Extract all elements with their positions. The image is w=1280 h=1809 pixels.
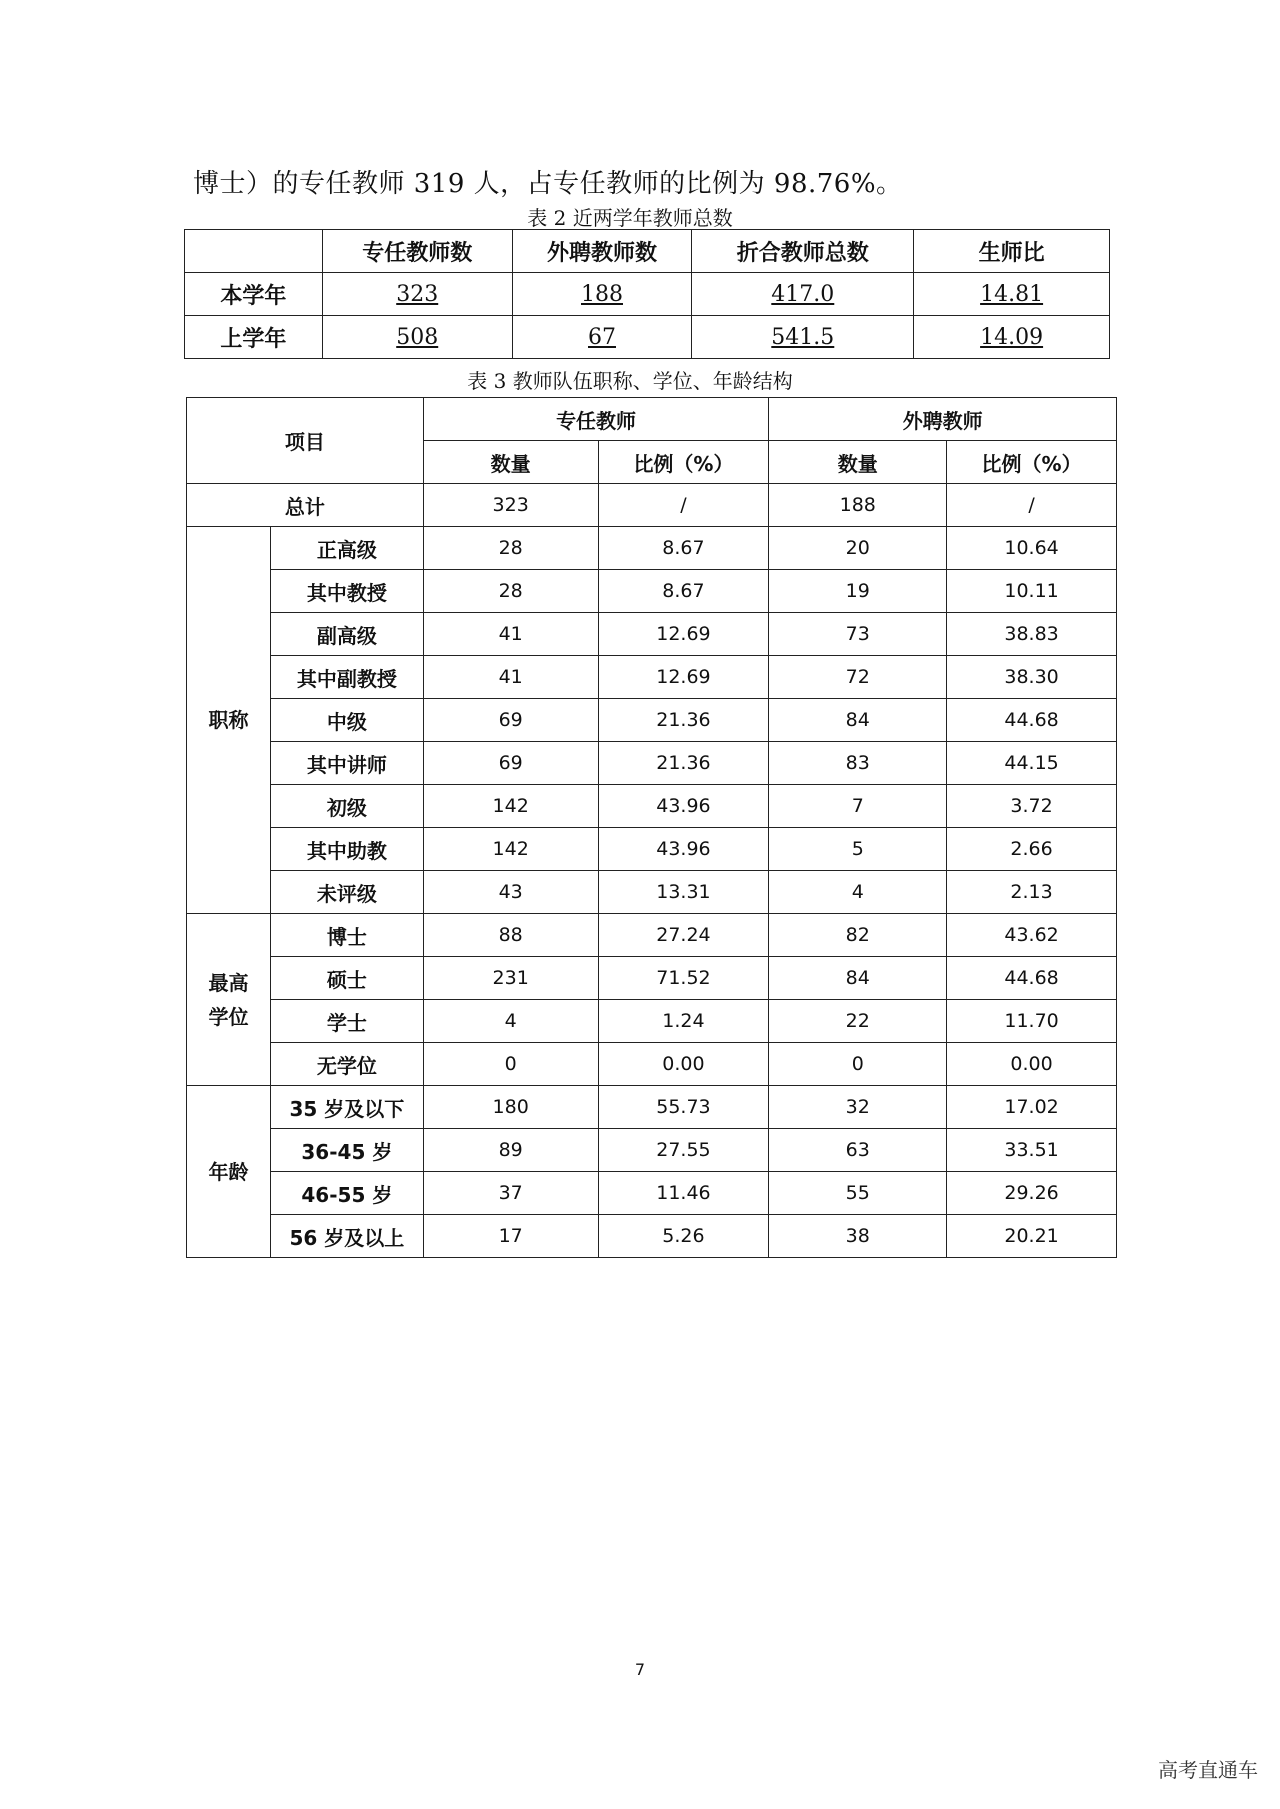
table-cell: 43	[423, 871, 598, 914]
table-cell: 71.52	[598, 957, 769, 1000]
table-cell: 22	[769, 1000, 947, 1043]
table-row	[187, 1215, 1117, 1258]
table-cell: 0.00	[947, 1043, 1117, 1086]
table-cell: 19	[769, 570, 947, 613]
table-cell: 142	[423, 785, 598, 828]
table-cell: 44.15	[947, 742, 1117, 785]
table-row	[187, 1172, 1117, 1215]
table-cell: 84	[769, 957, 947, 1000]
table3-caption: 表 3 教师队伍职称、学位、年龄结构	[467, 369, 793, 393]
table-cell: 33.51	[947, 1129, 1117, 1172]
table-row	[187, 699, 1117, 742]
table-cell: 14.81	[914, 273, 1110, 316]
table-row	[187, 570, 1117, 613]
table2-header-row	[185, 230, 1110, 273]
table-row	[187, 1043, 1117, 1086]
row-label: 36-45 岁	[270, 1129, 423, 1172]
table-cell: 38.30	[947, 656, 1117, 699]
total-label: 总计	[187, 484, 424, 527]
table2-caption: 表 2 近两学年教师总数	[527, 206, 733, 230]
table-cell: 188	[512, 273, 692, 316]
table-row	[185, 273, 1110, 316]
row-label: 正高级	[270, 527, 423, 570]
table-cell: 5.26	[598, 1215, 769, 1258]
table-cell: 32	[769, 1086, 947, 1129]
row-label: 上学年	[185, 316, 323, 359]
table-cell: 4	[769, 871, 947, 914]
table3-body	[187, 527, 1117, 1258]
table-row	[187, 914, 1117, 957]
table-row	[187, 656, 1117, 699]
table-cell: 13.31	[598, 871, 769, 914]
table-cell: 323	[423, 484, 598, 527]
table-row	[187, 828, 1117, 871]
table-cell: 21.36	[598, 742, 769, 785]
table-cell: 43.62	[947, 914, 1117, 957]
table-cell: 20	[769, 527, 947, 570]
row-label: 无学位	[270, 1043, 423, 1086]
table-cell: 8.67	[598, 527, 769, 570]
table-cell: 37	[423, 1172, 598, 1215]
table-cell: 43.96	[598, 828, 769, 871]
table-cell: 67	[512, 316, 692, 359]
row-label: 中级	[270, 699, 423, 742]
page-number: 7	[634, 1660, 646, 1679]
row-label: 博士	[270, 914, 423, 957]
table-cell: 38.83	[947, 613, 1117, 656]
group-label: 职称	[187, 527, 271, 914]
table-row	[187, 527, 1117, 570]
row-label: 其中讲师	[270, 742, 423, 785]
table-cell: 508	[322, 316, 512, 359]
row-label: 硕士	[270, 957, 423, 1000]
table-cell: 10.64	[947, 527, 1117, 570]
row-label: 56 岁及以上	[270, 1215, 423, 1258]
table3-header-external: 外聘教师	[769, 398, 1117, 441]
row-label: 其中教授	[270, 570, 423, 613]
table-cell: 83	[769, 742, 947, 785]
table3-header-fulltime: 专任教师	[423, 398, 769, 441]
table-cell: 27.55	[598, 1129, 769, 1172]
table-cell: 3.72	[947, 785, 1117, 828]
table-cell: 7	[769, 785, 947, 828]
table-cell: 12.69	[598, 656, 769, 699]
row-label: 46-55 岁	[270, 1172, 423, 1215]
table-cell: 20.21	[947, 1215, 1117, 1258]
table-cell: 69	[423, 742, 598, 785]
table-cell: 72	[769, 656, 947, 699]
table-cell: /	[947, 484, 1117, 527]
table-cell: 4	[423, 1000, 598, 1043]
table2-corner-cell	[185, 230, 323, 273]
table-cell: 41	[423, 656, 598, 699]
table-cell: 323	[322, 273, 512, 316]
row-label: 其中副教授	[270, 656, 423, 699]
row-label: 初级	[270, 785, 423, 828]
row-label: 副高级	[270, 613, 423, 656]
table-cell: 55	[769, 1172, 947, 1215]
table2-header-student-teacher-ratio: 生师比	[914, 230, 1110, 273]
row-label: 本学年	[185, 273, 323, 316]
subheader-count: 数量	[423, 441, 598, 484]
teacher-totals-table	[184, 229, 1110, 359]
table2-header-external: 外聘教师数	[512, 230, 692, 273]
table-cell: 41	[423, 613, 598, 656]
table-cell: 2.66	[947, 828, 1117, 871]
table-cell: 0.00	[598, 1043, 769, 1086]
table-cell: 84	[769, 699, 947, 742]
watermark-text: 高考直通车	[1158, 1758, 1258, 1782]
table-cell: 0	[769, 1043, 947, 1086]
table-cell: 180	[423, 1086, 598, 1129]
table-cell: 28	[423, 570, 598, 613]
subheader-ratio: 比例（%）	[947, 441, 1117, 484]
table-row	[187, 871, 1117, 914]
table-row	[187, 742, 1117, 785]
table-cell: 73	[769, 613, 947, 656]
table-cell: 38	[769, 1215, 947, 1258]
table-cell: 44.68	[947, 957, 1117, 1000]
table-cell: /	[598, 484, 769, 527]
table-cell: 1.24	[598, 1000, 769, 1043]
intro-paragraph: 博士）的专任教师 319 人，占专任教师的比例为 98.76%。	[193, 169, 903, 199]
table-row	[187, 785, 1117, 828]
table-cell: 5	[769, 828, 947, 871]
table-cell: 231	[423, 957, 598, 1000]
table-cell: 88	[423, 914, 598, 957]
table-cell: 417.0	[692, 273, 914, 316]
table-cell: 0	[423, 1043, 598, 1086]
group-label: 年龄	[187, 1086, 271, 1258]
subheader-count: 数量	[769, 441, 947, 484]
table2-header-converted-total: 折合教师总数	[692, 230, 914, 273]
table3-header-row	[187, 398, 1117, 441]
table-cell: 63	[769, 1129, 947, 1172]
table-cell: 2.13	[947, 871, 1117, 914]
group-label: 最高学位	[187, 914, 271, 1086]
table-cell: 142	[423, 828, 598, 871]
table-cell: 17.02	[947, 1086, 1117, 1129]
table-cell: 11.70	[947, 1000, 1117, 1043]
table-row	[187, 1000, 1117, 1043]
table-row	[187, 1129, 1117, 1172]
row-label: 学士	[270, 1000, 423, 1043]
table-cell: 55.73	[598, 1086, 769, 1129]
table-cell: 28	[423, 527, 598, 570]
table-cell: 11.46	[598, 1172, 769, 1215]
row-label: 其中助教	[270, 828, 423, 871]
table3-header-item: 项目	[187, 398, 424, 484]
table-cell: 82	[769, 914, 947, 957]
teacher-structure-table	[186, 397, 1117, 1258]
table-cell: 43.96	[598, 785, 769, 828]
table-cell: 27.24	[598, 914, 769, 957]
table-cell: 8.67	[598, 570, 769, 613]
table-cell: 14.09	[914, 316, 1110, 359]
table-cell: 12.69	[598, 613, 769, 656]
table-cell: 21.36	[598, 699, 769, 742]
table-cell: 541.5	[692, 316, 914, 359]
table-row	[187, 613, 1117, 656]
table-cell: 188	[769, 484, 947, 527]
table-cell: 29.26	[947, 1172, 1117, 1215]
row-label: 未评级	[270, 871, 423, 914]
row-label: 35 岁及以下	[270, 1086, 423, 1129]
table-cell: 44.68	[947, 699, 1117, 742]
subheader-ratio: 比例（%）	[598, 441, 769, 484]
table-cell: 10.11	[947, 570, 1117, 613]
table-row	[187, 1086, 1117, 1129]
total-row	[187, 484, 1117, 527]
table-cell: 17	[423, 1215, 598, 1258]
table2-header-fulltime: 专任教师数	[322, 230, 512, 273]
table-cell: 89	[423, 1129, 598, 1172]
table-row	[185, 316, 1110, 359]
table-row	[187, 957, 1117, 1000]
table-cell: 69	[423, 699, 598, 742]
